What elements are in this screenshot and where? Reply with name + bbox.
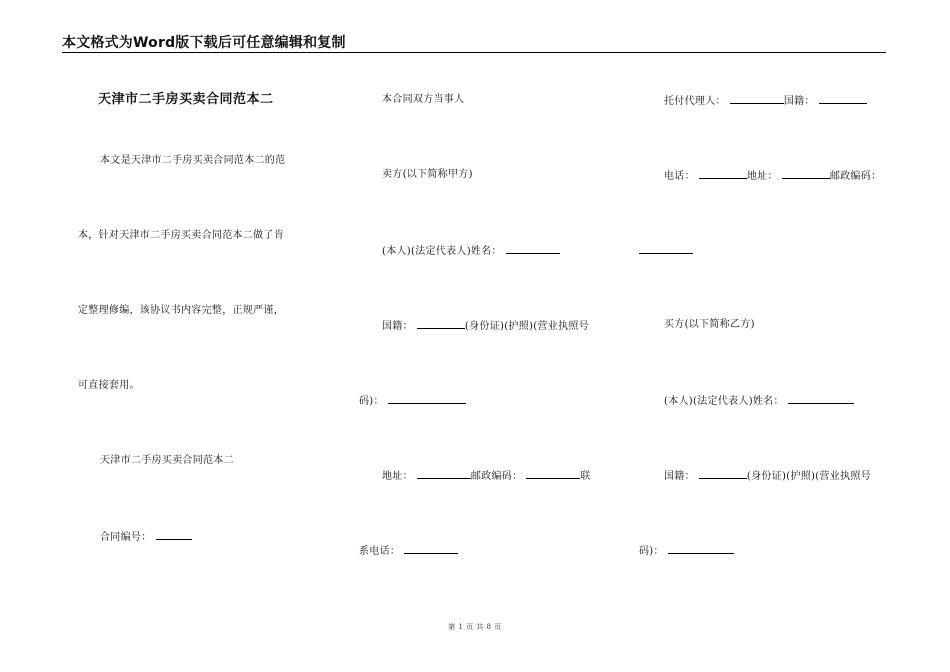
postal-code-label: 邮政编码：	[829, 171, 882, 182]
intro-line-3: 定整理修编，该协议书内容完整，正规严谨，	[78, 305, 284, 316]
buyer-id-code-label: 码)：	[639, 546, 664, 557]
document-header: 本文格式为Word版下载后可任意编辑和复制	[62, 35, 346, 51]
buyer-id-code-blank	[668, 543, 734, 554]
seller-phone-line	[359, 543, 458, 558]
buyer-name-line	[664, 393, 854, 408]
buyer-name-label: (本人)(法定代表人)姓名：	[664, 396, 784, 407]
contract-number-blank	[156, 529, 192, 540]
seller-id-type-label: (身份证)(护照)(营业执照号	[464, 321, 589, 332]
buyer-nationality-line	[664, 468, 871, 483]
buyer-id-type-label: (身份证)(护照)(营业执照号	[746, 471, 871, 482]
intro-line-4: 可直接套用。	[78, 380, 140, 391]
seller-id-code-line	[359, 393, 466, 408]
intro-line-1: 本文是天津市二手房买卖合同范本二的范	[100, 155, 286, 166]
buyer-nationality-blank	[699, 468, 747, 479]
agent-nationality-label: 国籍：	[783, 96, 815, 107]
seller-postal-blank	[526, 468, 580, 479]
seller-phone-label: 系电话：	[359, 546, 401, 557]
seller-id-code-label: 码)：	[359, 396, 384, 407]
seller-id-code-blank	[388, 393, 466, 404]
seller-postal-label: 邮政编码：	[470, 471, 523, 482]
intro-line-2: 本，针对天津市二手房买卖合同范本二做了肯	[78, 230, 284, 241]
buyer-heading: 买方(以下简称乙方)	[664, 319, 755, 330]
seller-address-line	[382, 468, 591, 483]
postal-code-continued-line	[639, 243, 693, 258]
agent-line	[664, 93, 867, 108]
agent-blank	[730, 93, 784, 104]
page-number: 第 1 页 共 8 页	[448, 623, 502, 631]
seller-contact-label-part: 联	[580, 471, 591, 482]
agent-label: 托付代理人：	[664, 96, 726, 107]
phone-label: 电话：	[664, 171, 695, 182]
seller-name-line	[382, 243, 560, 258]
seller-nationality-blank	[417, 318, 465, 329]
postal-code-blank	[639, 243, 693, 254]
seller-heading: 卖方(以下简称甲方)	[382, 169, 473, 180]
seller-nationality-line	[382, 318, 589, 333]
seller-address-label: 地址：	[382, 471, 413, 482]
buyer-nationality-label: 国籍：	[664, 471, 695, 482]
seller-nationality-label: 国籍：	[382, 321, 413, 332]
header-divider	[62, 52, 886, 53]
buyer-id-code-line	[639, 543, 734, 558]
agent-nationality-blank	[819, 93, 867, 104]
address-label: 地址：	[746, 171, 778, 182]
phone-blank	[699, 168, 747, 179]
address-blank	[782, 168, 830, 179]
buyer-name-blank	[788, 393, 854, 404]
contract-subtitle: 天津市二手房买卖合同范本二	[100, 455, 234, 466]
contract-number-line	[100, 529, 192, 544]
seller-name-label: (本人)(法定代表人)姓名：	[382, 246, 502, 257]
phone-address-line	[664, 168, 881, 183]
seller-address-blank	[417, 468, 471, 479]
seller-name-blank	[506, 243, 560, 254]
seller-phone-blank	[404, 543, 458, 554]
parties-heading: 本合同双方当事人	[382, 94, 465, 105]
document-title: 天津市二手房买卖合同范本二	[98, 92, 274, 107]
contract-number-label: 合同编号：	[100, 532, 152, 543]
